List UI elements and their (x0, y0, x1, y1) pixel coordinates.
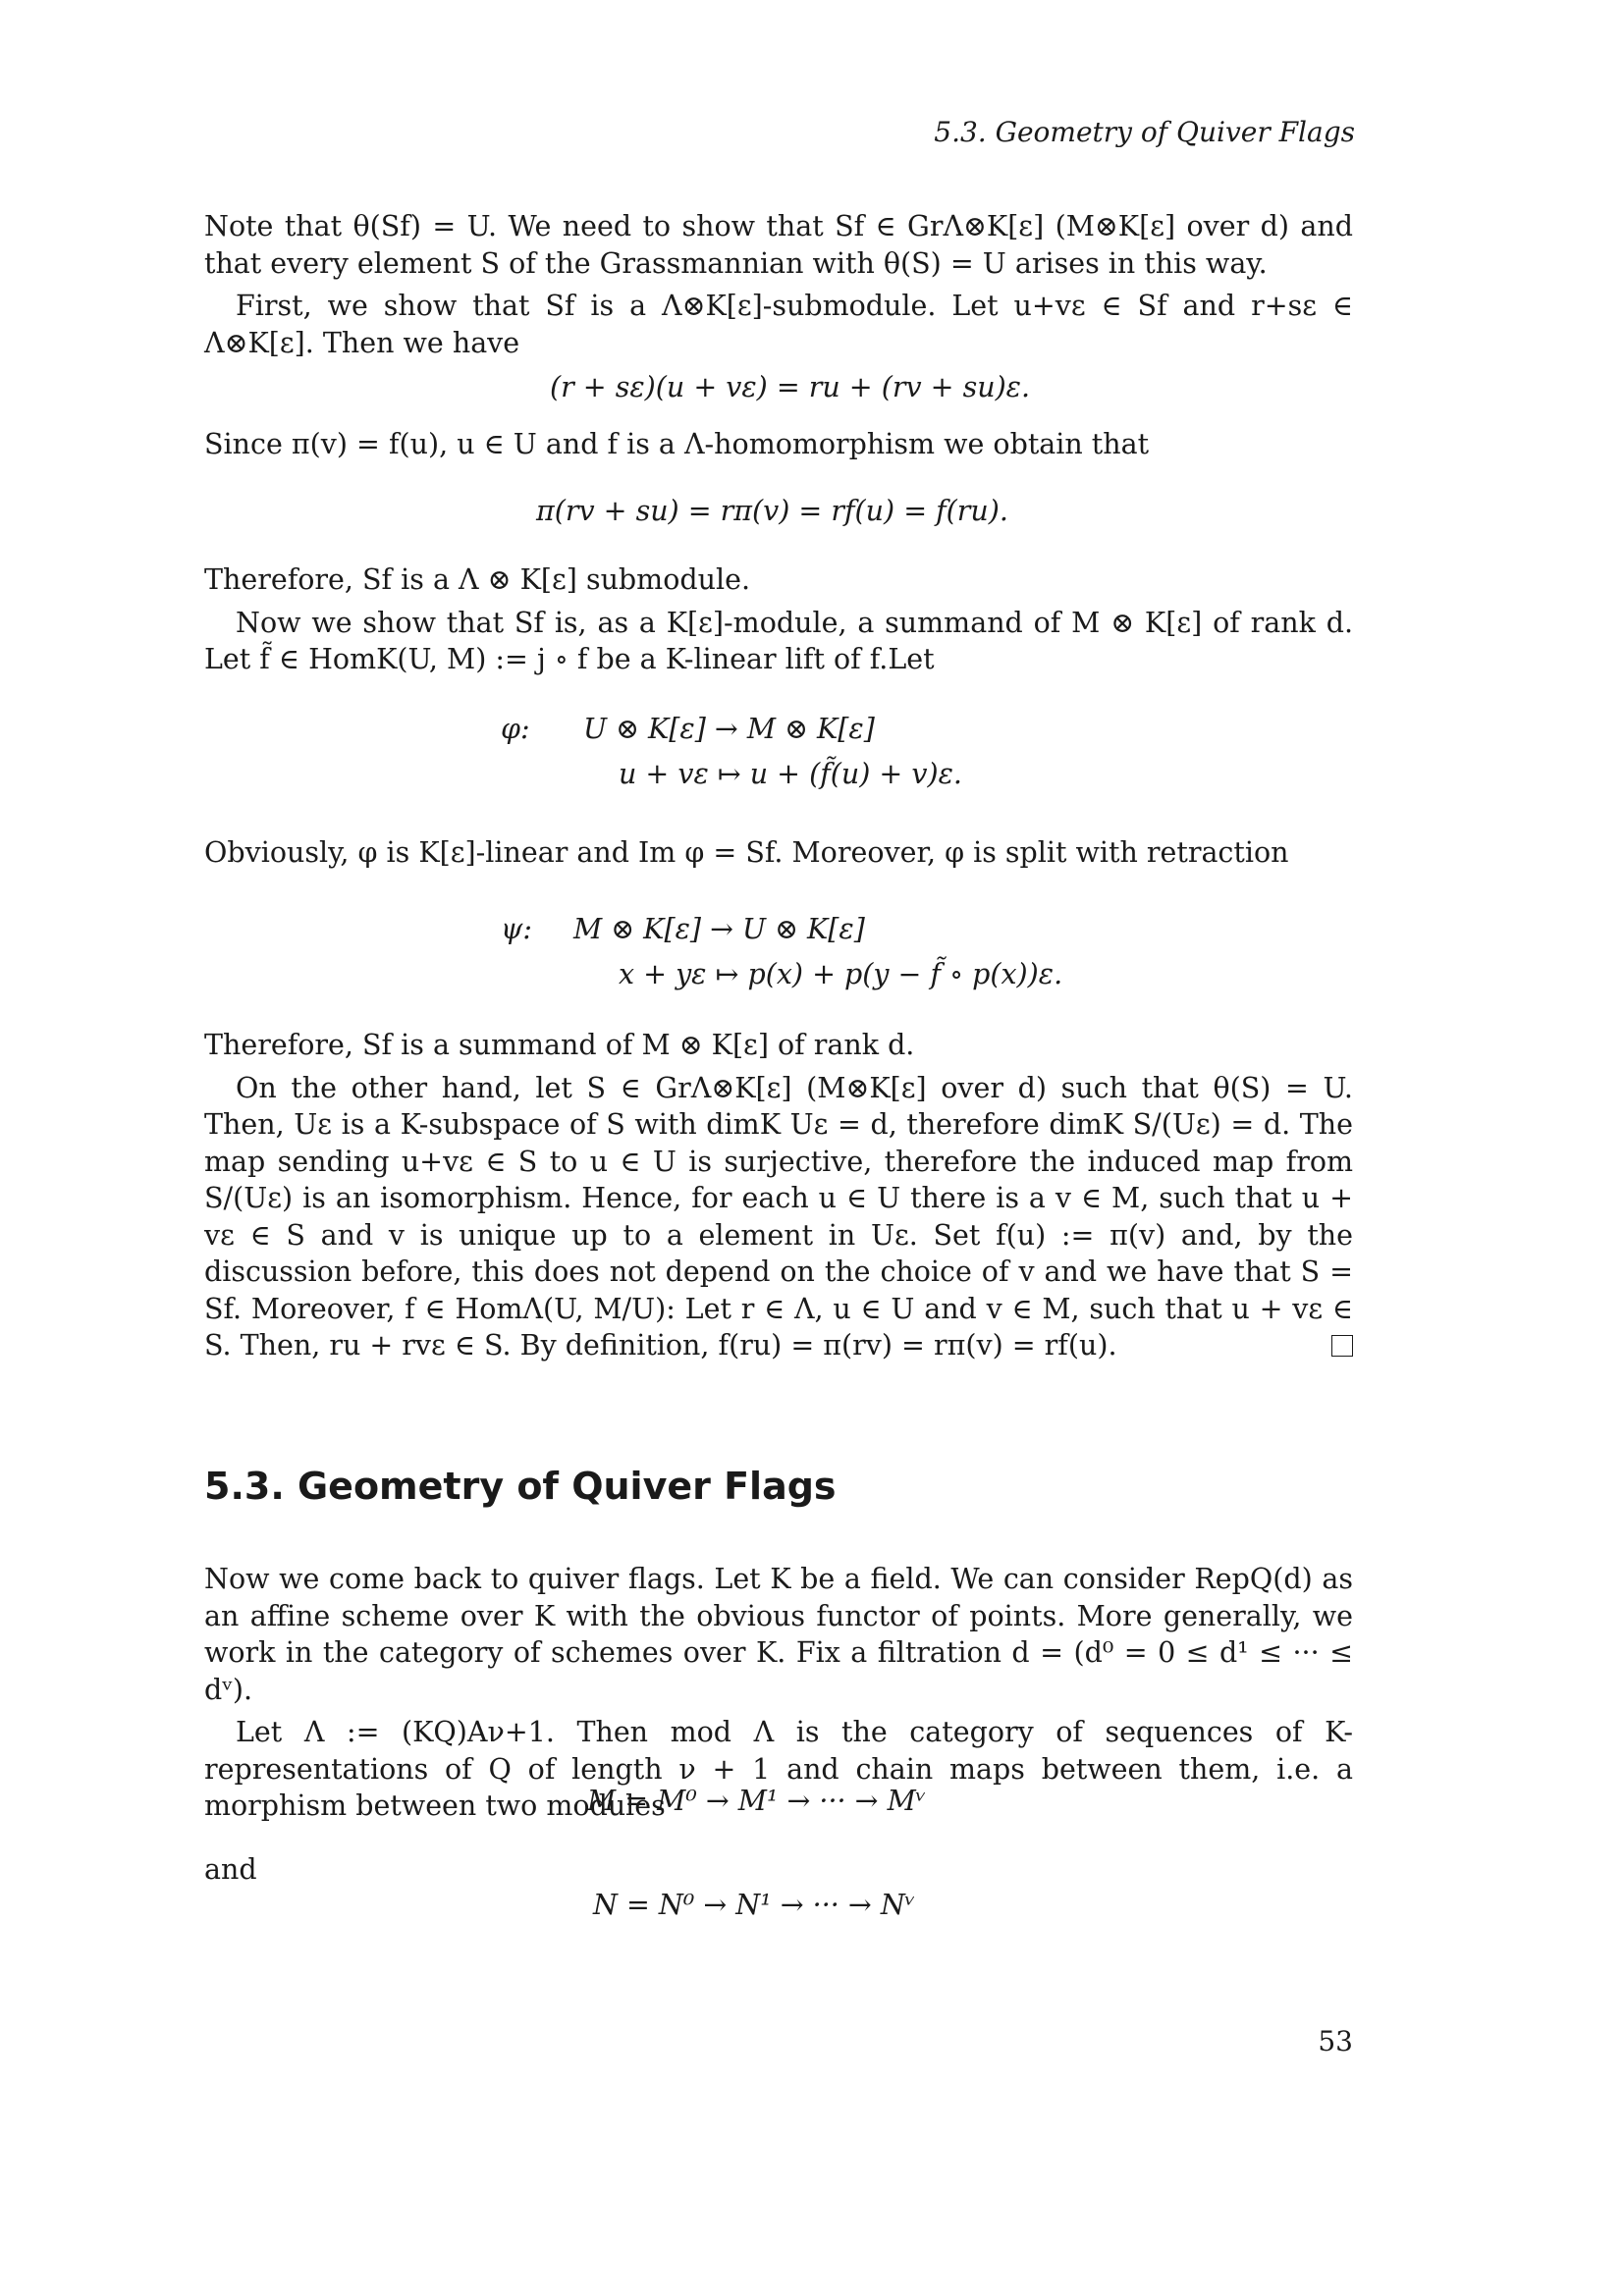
equation-pi: π(rv + su) = rπ(v) = rf(u) = f(ru). (536, 495, 1008, 527)
proof-block-5 (204, 1027, 1353, 1364)
proof-block-1 (204, 208, 1353, 361)
paragraph-therefore-1: Therefore, Sf is a Λ ⊗ K[ε] submodule. (204, 563, 751, 596)
paragraph-summand: Now we show that Sf is, as a K[ε]-module, a summand of M ⊗ K[ε] of rank d. Let f̃ ∈ HomK(U, M) := j ∘ f be a K-linear lift of f.Let (204, 606, 1353, 675)
paragraph-and: and (204, 1853, 257, 1886)
proof-block-2 (204, 426, 1353, 463)
paragraph-submodule: First, we show that Sf is a Λ⊗K[ε]-submodule. Let u+vε ∈ Sf and r+sε ∈ Λ⊗K[ε]. Then we have (204, 290, 1353, 359)
phi-map-line-1: U ⊗ K[ε] → M ⊗ K[ε] (583, 713, 875, 745)
psi-map-line-2: x + yε ↦ p(x) + p(y − f̃ ∘ p(x))ε. (619, 958, 1063, 990)
paragraph-obviously: Obviously, φ is K[ε]-linear and Im φ = Sf. Moreover, φ is split with retraction (204, 836, 1289, 869)
equation-product: (r + sε)(u + vε) = ru + (rv + su)ε. (550, 371, 1031, 403)
paragraph-note: Note that θ(Sf) = U. We need to show that Sf ∈ GrΛ⊗K[ε] (M⊗K[ε] over d) and that every element S of the Grassmannian with θ(S) = U arises in this way. (204, 210, 1353, 280)
paragraph-other-hand-text: On the other hand, let S ∈ GrΛ⊗K[ε] (M⊗K[ε] over d) such that θ(S) = U. Then, Uε is a K-subspace of S with dimK Uε = d, therefore dimK S/(Uε) = d. The map sending u+vε ∈ S to u ∈ U is surjective, therefore the induced map from S/(Uε) is an isomorphism. Hence, for each u ∈ U there is a v ∈ M, such that u + vε ∈ S and v is unique up to a element in Uε. Set f(u) := π(v) and, by the discussion before, this does not depend on the choice of v and we have that S = Sf. Moreover, f ∈ HomΛ(U, M/U): Let r ∈ Λ, u ∈ U and v ∈ M, such that u + vε ∈ S. Then, ru + rvε ∈ S. By definition, f(ru) = π(rv) = rπ(v) = rf(u). (204, 1071, 1353, 1362)
proof-block-3 (204, 561, 1353, 678)
proof-block-4 (204, 834, 1353, 872)
paragraph-since: Since π(v) = f(u), u ∈ U and f is a Λ-homomorphism we obtain that (204, 428, 1150, 460)
page-number: 53 (1318, 2025, 1353, 2057)
paragraph-other-hand (204, 1070, 1353, 1364)
running-header: 5.3. Geometry of Quiver Flags (934, 116, 1355, 148)
section-heading: 5.3. Geometry of Quiver Flags (204, 1465, 837, 1508)
paragraph-therefore-2: Therefore, Sf is a summand of M ⊗ K[ε] of rank d. (204, 1029, 915, 1061)
psi-label: ψ: (501, 913, 532, 945)
phi-label: φ: (501, 713, 530, 745)
psi-map-line-1: M ⊗ K[ε] → U ⊗ K[ε] (573, 913, 865, 945)
equation-N: N = N⁰ → N¹ → ··· → Nᵛ (593, 1889, 916, 1921)
equation-M: M = M⁰ → M¹ → ··· → Mᵛ (587, 1785, 927, 1817)
paragraph-quiver-flags: Now we come back to quiver flags. Let K be a field. We can consider RepQ(d) as an affine scheme over K with the obvious functor of points. More generally, we work in the category of schemes over K. Fix a filtration d = (d⁰ = 0 ≤ d¹ ≤ ··· ≤ dᵛ). (204, 1563, 1353, 1706)
and-block (204, 1851, 1353, 1889)
qed-square-icon (1331, 1335, 1353, 1357)
phi-map-line-2: u + vε ↦ u + (f̃(u) + v)ε. (619, 758, 962, 790)
paragraph-lambda: Let Λ := (KQ)Aν+1. Then mod Λ is the category of sequences of K-representations of Q of length ν + 1 and chain maps between them, i.e. a morphism between two modules (204, 1716, 1353, 1822)
